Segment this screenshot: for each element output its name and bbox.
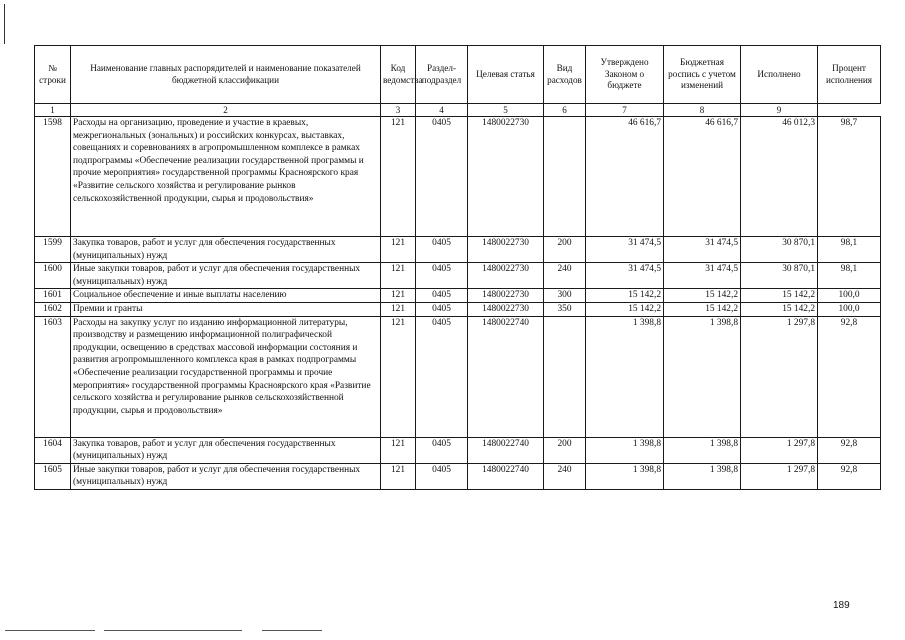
approved-cell: 46 616,7	[586, 117, 664, 237]
schedule-cell: 1 398,8	[664, 437, 741, 463]
footer-rule	[262, 630, 322, 631]
ved-code-cell: 121	[381, 316, 416, 437]
target-cell: 1480022730	[468, 302, 544, 316]
exp-type-cell	[544, 316, 586, 437]
row-number: 1604	[35, 437, 71, 463]
row-number: 1600	[35, 263, 71, 289]
header-target: Целевая статья	[468, 46, 544, 104]
column-number: 7	[586, 104, 664, 117]
schedule-cell: 1 398,8	[664, 463, 741, 489]
approved-cell: 15 142,2	[586, 289, 664, 303]
header-row	[35, 46, 881, 104]
footer-rule	[104, 630, 242, 631]
exp-type-cell: 200	[544, 437, 586, 463]
approved-cell: 15 142,2	[586, 302, 664, 316]
header-executed: Исполнено	[741, 46, 818, 104]
executed-cell: 15 142,2	[741, 289, 818, 303]
executed-cell: 30 870,1	[741, 237, 818, 263]
column-number: 1	[35, 104, 71, 117]
row-name: Расходы на закупку услуг по изданию информационной литературы, производству и размещению информационной полиграфической продукции, освещению в средствах массовой информации состояния и развития агропромышленного комплекса края в рамках подпрограммы «Обеспечение реализации государственной программы и прочие мероприятия» государственной программы Красноярского края «Развитие сельского хозяйства и регулирование рынков сельскохозяйственной продукции, сырья и продовольствия»	[71, 316, 381, 437]
page-number: 189	[833, 600, 850, 611]
approved-cell: 1 398,8	[586, 316, 664, 437]
column-number: 3	[381, 104, 416, 117]
target-cell: 1480022740	[468, 463, 544, 489]
executed-cell: 1 297,8	[741, 463, 818, 489]
percent-cell: 92,8	[818, 437, 881, 463]
row-number: 1605	[35, 463, 71, 489]
ved-code-cell: 121	[381, 302, 416, 316]
header-ved-code: Код ведомства	[381, 46, 416, 104]
executed-cell: 15 142,2	[741, 302, 818, 316]
exp-type-cell	[544, 117, 586, 237]
target-cell: 1480022730	[468, 289, 544, 303]
schedule-cell: 46 616,7	[664, 117, 741, 237]
table-row	[35, 463, 881, 489]
header-name: Наименование главных распорядителей и наименование показателей бюджетной классификации	[71, 46, 381, 104]
footer-rule	[5, 630, 95, 631]
column-number: 8	[664, 104, 741, 117]
row-number: 1601	[35, 289, 71, 303]
table-row	[35, 289, 881, 303]
column-number: 5	[468, 104, 544, 117]
executed-cell: 46 012,3	[741, 117, 818, 237]
schedule-cell: 31 474,5	[664, 263, 741, 289]
target-cell: 1480022730	[468, 263, 544, 289]
row-name: Закупка товаров, работ и услуг для обеспечения государственных (муниципальных) нужд	[71, 237, 381, 263]
approved-cell: 1 398,8	[586, 437, 664, 463]
ved-code-cell: 121	[381, 463, 416, 489]
header-approved: Утверждено Законом о бюджете	[586, 46, 664, 104]
ved-code-cell: 121	[381, 437, 416, 463]
row-name: Закупка товаров, работ и услуг для обеспечения государственных (муниципальных) нужд	[71, 437, 381, 463]
percent-cell: 98,1	[818, 263, 881, 289]
executed-cell: 1 297,8	[741, 437, 818, 463]
header-schedule: Бюджетная роспись с учетом изменений	[664, 46, 741, 104]
exp-type-cell: 300	[544, 289, 586, 303]
row-name: Иные закупки товаров, работ и услуг для обеспечения государственных (муниципальных) нужд	[71, 263, 381, 289]
target-cell: 1480022730	[468, 117, 544, 237]
row-number: 1599	[35, 237, 71, 263]
table-row	[35, 263, 881, 289]
section-cell: 0405	[416, 263, 468, 289]
exp-type-cell: 240	[544, 463, 586, 489]
column-number-row	[35, 104, 881, 117]
table-row	[35, 316, 881, 437]
percent-cell: 98,7	[818, 117, 881, 237]
percent-cell: 92,8	[818, 316, 881, 437]
table-row	[35, 302, 881, 316]
target-cell: 1480022730	[468, 237, 544, 263]
schedule-cell: 1 398,8	[664, 316, 741, 437]
exp-type-cell: 350	[544, 302, 586, 316]
section-cell: 0405	[416, 437, 468, 463]
column-number: 9	[741, 104, 818, 117]
row-name: Иные закупки товаров, работ и услуг для обеспечения государственных (муниципальных) нужд	[71, 463, 381, 489]
section-cell: 0405	[416, 463, 468, 489]
table-row	[35, 117, 881, 237]
schedule-cell: 15 142,2	[664, 302, 741, 316]
executed-cell: 1 297,8	[741, 316, 818, 437]
percent-cell: 98,1	[818, 237, 881, 263]
section-cell: 0405	[416, 289, 468, 303]
ved-code-cell: 121	[381, 263, 416, 289]
ved-code-cell: 121	[381, 289, 416, 303]
header-exp-type: Вид расходов	[544, 46, 586, 104]
column-number: 6	[544, 104, 586, 117]
approved-cell: 31 474,5	[586, 263, 664, 289]
section-cell: 0405	[416, 302, 468, 316]
budget-execution-table	[34, 45, 881, 490]
exp-type-cell: 200	[544, 237, 586, 263]
row-number: 1603	[35, 316, 71, 437]
row-number: 1602	[35, 302, 71, 316]
approved-cell: 1 398,8	[586, 463, 664, 489]
schedule-cell: 15 142,2	[664, 289, 741, 303]
row-name: Социальное обеспечение и иные выплаты населению	[71, 289, 381, 303]
percent-cell: 100,0	[818, 302, 881, 316]
header-percent: Процент исполнения	[818, 46, 881, 104]
section-cell: 0405	[416, 117, 468, 237]
exp-type-cell: 240	[544, 263, 586, 289]
table-body	[35, 117, 881, 490]
column-number: 2	[71, 104, 381, 117]
table-row	[35, 437, 881, 463]
section-cell: 0405	[416, 237, 468, 263]
section-cell: 0405	[416, 316, 468, 437]
target-cell: 1480022740	[468, 316, 544, 437]
header-section: Раздел-подраздел	[416, 46, 468, 104]
schedule-cell: 31 474,5	[664, 237, 741, 263]
row-number: 1598	[35, 117, 71, 237]
header-row-no: № строки	[35, 46, 71, 104]
table-row	[35, 237, 881, 263]
ved-code-cell: 121	[381, 237, 416, 263]
percent-cell: 92,8	[818, 463, 881, 489]
percent-cell: 100,0	[818, 289, 881, 303]
margin-rule	[4, 4, 5, 44]
executed-cell: 30 870,1	[741, 263, 818, 289]
ved-code-cell: 121	[381, 117, 416, 237]
row-name: Расходы на организацию, проведение и участие в краевых, межрегиональных (зональных) и российских конкурсах, выставках, совещаниях и соревнованиях в агропромышленном комплексе в рамках подпрограммы «Обеспечение реализации государственной программы и прочие мероприятия» государственной программы Красноярского края «Развитие сельского хозяйства и регулирование рынков сельскохозяйственной продукции, сырья и продовольствия»	[71, 117, 381, 237]
column-number: 4	[416, 104, 468, 117]
approved-cell: 31 474,5	[586, 237, 664, 263]
row-name: Премии и гранты	[71, 302, 381, 316]
target-cell: 1480022740	[468, 437, 544, 463]
